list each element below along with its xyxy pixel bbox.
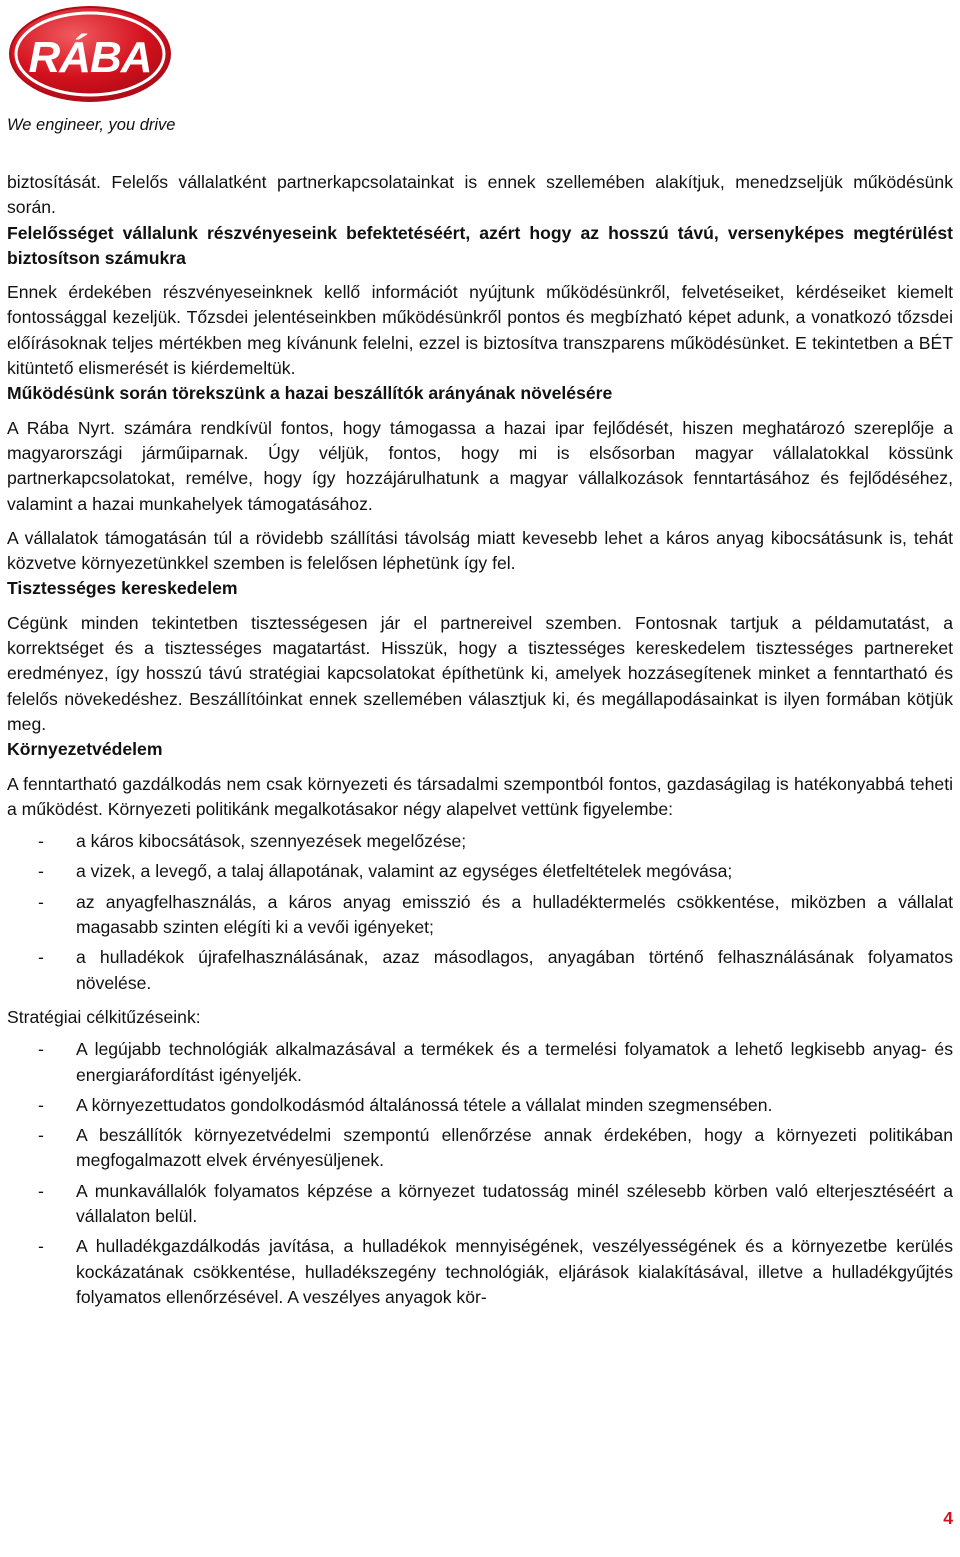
paragraph-4: A vállalatok támogatásán túl a rövidebb szállítási távolság miatt kevesebb lehet a káros anyag kibocsátásunk is, tehát közvetve környezetünkkel szemben is felelősen léphetünk így fel.: [7, 527, 953, 574]
logo-wordmark: RÁBA: [28, 33, 152, 82]
document-body: [7, 170, 953, 1315]
page-number: 4: [943, 1508, 953, 1528]
list-item: - a káros kibocsátások, szennyezések megelőzése;: [38, 831, 467, 852]
list-item: - A legújabb technológiák alkalmazásával a termékek és a termelési folyamatok a lehető legkisebb anyag- és energiaráfordítást igényeljék.: [38, 1039, 953, 1085]
list-item: - A hulladékgazdálkodás javítása, a hulladékok mennyiségének, veszélyességének és a környezetbe kerülés kockázatának csökkentése, hulladékszegény technológiák, eljárások kialakításával, illetve a hulladékgyűjtés folyamatos ellenőrzésével. A veszélyes anyagok kör-: [38, 1236, 953, 1307]
heading-environment: Környezetvédelem: [7, 739, 163, 760]
heading-fair-trade: Tisztességes kereskedelem: [7, 578, 238, 599]
objectives-list: [7, 1037, 953, 1310]
tagline: We engineer, you drive: [7, 116, 176, 134]
principles-list: [7, 829, 953, 996]
list-item: - a hulladékok újrafelhasználásának, azaz másodlagos, anyagában történő felhasználásának folyamatos növelése.: [38, 947, 953, 993]
heading-shareholders: Felelősséget vállalunk részvényeseink befektetéséért, azért hogy az hosszú távú, versenyképes megtérülést biztosítson számukra: [7, 222, 953, 268]
list-item: - a vizek, a levegő, a talaj állapotának, valamint az egységes életfeltételek megóvása;: [38, 861, 733, 882]
paragraph-2: Ennek érdekében részvényeseinknek kellő információt nyújtunk működésünkről, felvetéseiket, kérdéseiket kiemelt fontossággal kezeljük. Tőzsdei jelentéseinkben működésünkről pontos és megbízható képet adunk, a vonatkozó tőzsdei előírásoknak teljes mértékben meg kívánunk felelni, ezzel is biztosítva transzparens működésünket. E tekintetben a BÉT kitüntető elismerését is kiérdemeltük.: [7, 282, 953, 379]
paragraph-3: A Rába Nyrt. számára rendkívül fontos, hogy támogassa a hazai ipar fejlődését, hiszen meghatározó szereplője a magyarországi járműiparnak. Úgy véljük, fontos, hogy mi is elsősorban magyar vállalatokkal kössünk partnerkapcsolatokat, remélve, hogy így hozzájárulhatunk a magyar vállalkozások fenntartásához és fejlődéséhez, valamint a hazai munkahelyek támogatásához.: [7, 417, 953, 514]
raba-logo-emblem: [8, 4, 173, 104]
paragraph-6: A fenntartható gazdálkodás nem csak környezeti és társadalmi szempontból fontos, gazdaságilag is hatékonyabbá teheti a működést. Környezeti politikánk megalkotásakor négy alapelvet vettünk figyelembe:: [7, 773, 953, 819]
list-item: - A munkavállalók folyamatos képzése a környezet tudatosság minél szélesebb körben való elterjesztéséért a vállalaton belül.: [38, 1180, 953, 1226]
paragraph-1: biztosítását. Felelős vállalatként partnerkapcsolatainkat is ennek szellemében alakítjuk, menedzseljük működésünk során.: [7, 172, 953, 218]
list-item: - A beszállítók környezetvédelmi szempontú ellenőrzése annak érdekében, hogy a környezeti politikában megfogalmazott elvek érvényesüljenek.: [38, 1125, 953, 1171]
paragraph-7: Stratégiai célkitűzéseink:: [7, 1006, 201, 1027]
raba-logo: [8, 4, 173, 104]
paragraph-5: Cégünk minden tekintetben tisztességesen jár el partnereivel szemben. Fontosnak tartjuk a példamutatást, a korrektséget és a tisztességes magatartást. Hisszük, hogy a tisztességes kereskedelem tisztességes partnereket eredményez, így hosszú távú stratégiai kapcsolatokat építhetünk ki, amelyek hozzásegítenek minket a fenntartható és felelős növekedéshez. Beszállítóinkat ennek szellemében választjuk ki, és megállapodásainkat is ilyen formában kötjük meg.: [7, 612, 953, 734]
heading-domestic-suppliers: Működésünk során törekszünk a hazai beszállítók arányának növelésére: [7, 383, 613, 404]
list-item: - az anyagfelhasználás, a káros anyag emisszió és a hulladéktermelés csökkentése, miközben a vállalat magasabb szinten elégíti ki a vevői igényeket;: [38, 891, 953, 938]
list-item: - A környezettudatos gondolkodásmód általánossá tétele a vállalat minden szegmensében.: [38, 1094, 773, 1115]
